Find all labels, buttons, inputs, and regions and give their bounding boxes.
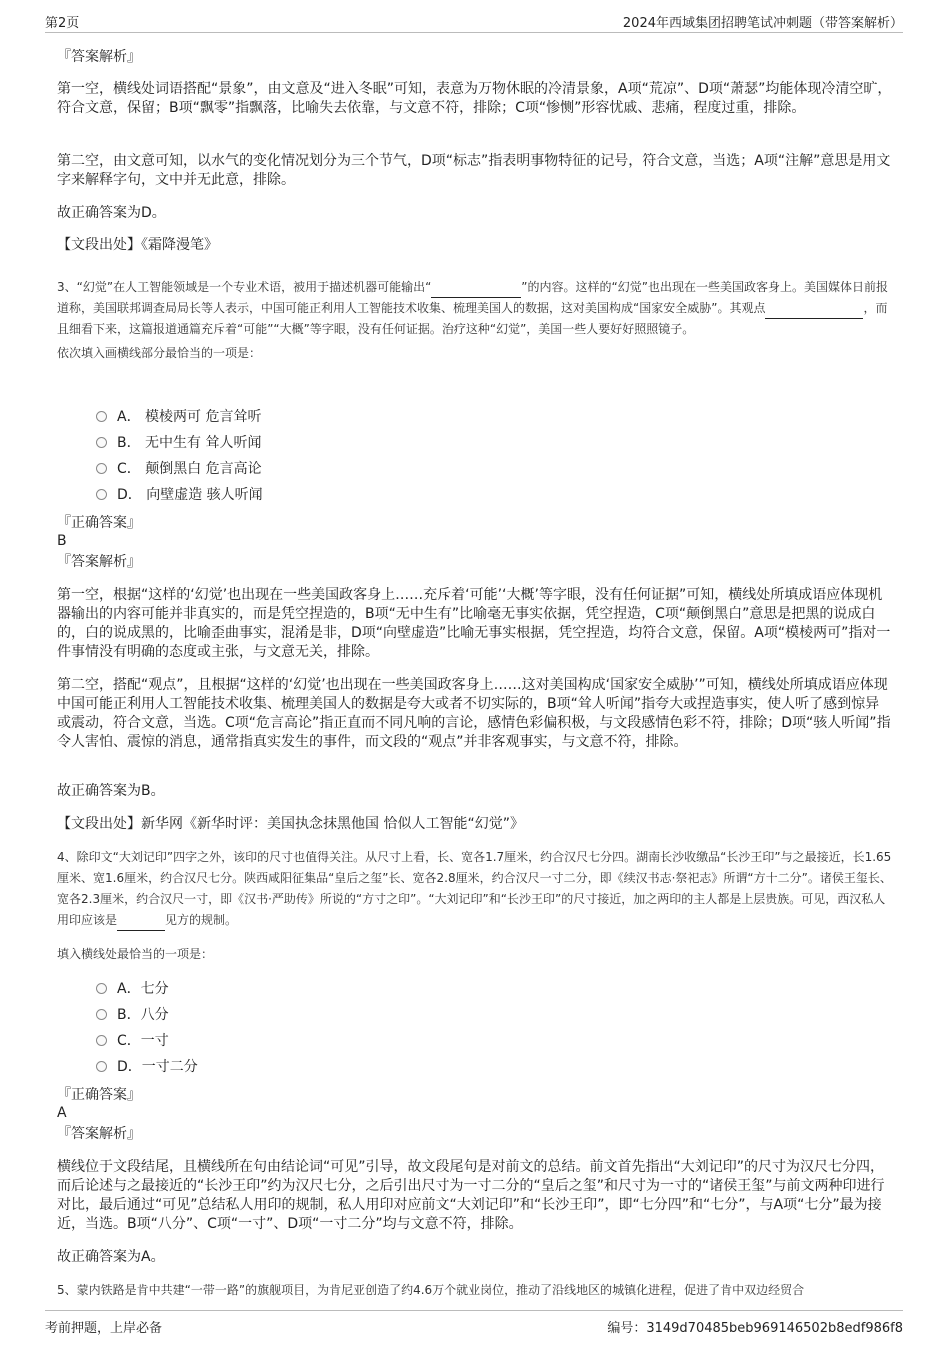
q3-option-c[interactable]: C． 颠倒黑白 危言高论 [96, 459, 262, 479]
q3-option-a[interactable]: A． 模棱两可 危言耸听 [96, 407, 261, 427]
q4-conclusion: 故正确答案为A。 [57, 1249, 165, 1265]
q3-prompt: 依次填入画横线部分最恰当的一项是： [57, 346, 262, 360]
document-title: 2024年西域集团招聘笔试冲刺题（带答案解析） [622, 16, 903, 31]
q3-blank-1 [431, 283, 521, 298]
q3-answer: B [57, 533, 67, 549]
q2-analysis-label: 『答案解析』 [57, 49, 141, 65]
radio-icon[interactable] [96, 1035, 107, 1046]
q3-blank-2 [765, 304, 863, 319]
radio-icon[interactable] [96, 1061, 107, 1072]
q3-option-b[interactable]: B． 无中生有 耸人听闻 [96, 433, 262, 453]
q3-source: 【文段出处】新华网《新华时评：美国执念抹黑他国 恰似人工智能“幻觉”》 [57, 816, 524, 832]
q4-answer-label: 『正确答案』 [57, 1087, 141, 1103]
q3-stem: 3、“幻觉”在人工智能领域是一个专业术语，被用于描述机器可能输出“ ”的内容。这样的“幻觉”也出现在一些美国政客身上。美国媒体日前报道称，美国联邦调查局局长等人表示，中国可能正利用人工智能技术收集、梳理美国人的数据，这对美国构成“国家安全威胁”。其观点 ，而且细看下来，这篇报道通篇充斥着“可能”“大概”等字眼，没有任何证据。治疗这种“幻觉”，美国一些人要好好照照镜子。 [57, 280, 888, 336]
q3-analysis-para2: 第二空，搭配“观点”，且根据“这样的‘幻觉’也出现在一些美国政客身上……这对美国构成‘国家安全威胁’”可知，横线处所填成语应体现中国可能正利用人工智能技术收集、梳理美国人的数据是夸大或者不切实际的，B项“耸人听闻”指夸大或捏造事实，使人听了感到惊异或震动，符合文意，当选。C项“危言高论”指正直而不同凡响的言论，感情色彩偏积极，与文段感情色彩不符，排除；D项“骇人听闻”指令人害怕、震惊的消息，通常指真实发生的事件，而文段的“观点”并非客观事实，与文意不符，排除。 [57, 677, 891, 750]
q5-stem: 5、蒙内铁路是肯中共建“一带一路”的旗舰项目，为肯尼亚创造了约4.6万个就业岗位，推动了沿线地区的城镇化进程，促进了肯中双边经贸合 [57, 1283, 805, 1297]
radio-icon[interactable] [96, 983, 107, 994]
q4-answer: A [57, 1105, 67, 1121]
radio-icon[interactable] [96, 1009, 107, 1020]
page-header [45, 10, 903, 33]
radio-icon[interactable] [96, 411, 107, 422]
page-footer [45, 1310, 903, 1335]
radio-icon[interactable] [96, 489, 107, 500]
q2-analysis-para2: 第二空，由文意可知，以水气的变化情况划分为三个节气，D项“标志”指表明事物特征的记号，符合文意，当选；A项“注解”意思是用文字来解释字句，文中并无此意，排除。 [57, 153, 891, 188]
radio-icon[interactable] [96, 437, 107, 448]
q2-conclusion: 故正确答案为D。 [57, 205, 166, 221]
radio-icon[interactable] [96, 463, 107, 474]
q3-analysis-para1: 第一空，根据“这样的‘幻觉’也出现在一些美国政客身上……充斥着‘可能’‘大概’等字眼，没有任何证据”可知，横线处所填成语应体现机器输出的内容可能并非真实的，而是凭空捏造的，B项“无中生有”比喻毫无事实依据，凭空捏造，C项“颠倒黑白”意思是把黑的说成白的，白的说成黑的，比喻歪曲事实，混淆是非，D项“向壁虚造”比喻无事实根据，凭空捏造，均符合文意，保留。A项“模棱两可”指对一件事情没有明确的态度或主张，与文意无关，排除。 [57, 587, 891, 660]
q3-answer-label: 『正确答案』 [57, 515, 141, 531]
q4-blank [117, 916, 165, 931]
q2-source: 【文段出处】《霜降漫笔》 [57, 237, 218, 253]
page-number: 第2页 [45, 16, 80, 31]
q4-option-a[interactable]: A．七分 [96, 979, 169, 999]
q4-prompt: 填入横线处最恰当的一项是： [57, 947, 214, 961]
q4-option-d[interactable]: D．一寸二分 [96, 1057, 198, 1077]
q4-analysis-para1: 横线位于文段结尾，且横线所在句由结论词“可见”引导，故文段尾句是对前文的总结。前文首先指出“大刘记印”的尺寸为汉尺七分四，而后论述与之最接近的“长沙王印”约为汉尺七分，之后引出尺寸为一寸二分的“皇后之玺”和尺寸为一寸的“诸侯王玺”与前文两种印进行对比，最后通过“可见”总结私人用印的规制，私人用印对应前文“大刘记印”和“长沙王印”，即“七分四”和“七分”，与A项“七分”最为接近，当选。B项“八分”、C项“一寸”、D项“一寸二分”均与文意不符，排除。 [57, 1159, 885, 1232]
document-code: 编号：3149d70485beb969146502b8edf986f8 [607, 1321, 903, 1336]
q3-analysis-label: 『答案解析』 [57, 554, 141, 570]
q4-analysis-label: 『答案解析』 [57, 1126, 141, 1142]
q4-option-b[interactable]: B．八分 [96, 1005, 169, 1025]
q3-option-d[interactable]: D． 向壁虚造 骇人听闻 [96, 485, 263, 505]
q4-stem: 4、除印文“大刘记印”四字之外，该印的尺寸也值得关注。从尺寸上看，长、宽各1.7厘米，约合汉尺七分四。湖南长沙收缴品“长沙王印”与之最接近，长1.65厘米、宽1.6厘米，约合汉尺七分。陕西咸阳征集品“皇后之玺”长、宽各2.8厘米，约合汉尺一寸二分，即《续汉书志·祭祀志》所谓“方十二分”。诸侯王玺长、宽各2.3厘米，约合汉尺一寸，即《汉书·严助传》所说的“方寸之印”。“大刘记印”和“长沙王印”的尺寸接近，加之两印的主人都是上层贵族。可见，西汉私人用印应该是 见方的规制。 [57, 847, 897, 931]
q4-option-c[interactable]: C．一寸 [96, 1031, 169, 1051]
q3-conclusion: 故正确答案为B。 [57, 783, 165, 799]
footer-slogan: 考前押题，上岸必备 [45, 1321, 163, 1336]
q2-analysis-para1: 第一空，横线处词语搭配“景象”，由文意及“进入冬眠”可知，表意为万物休眠的冷清景象，A项“荒凉”、D项“萧瑟”均能体现冷清空旷，符合文意，保留；B项“飘零”指飘落，比喻失去依靠，与文意不符，排除；C项“惨恻”形容忧戚、悲痛，程度过重，排除。 [57, 81, 892, 116]
